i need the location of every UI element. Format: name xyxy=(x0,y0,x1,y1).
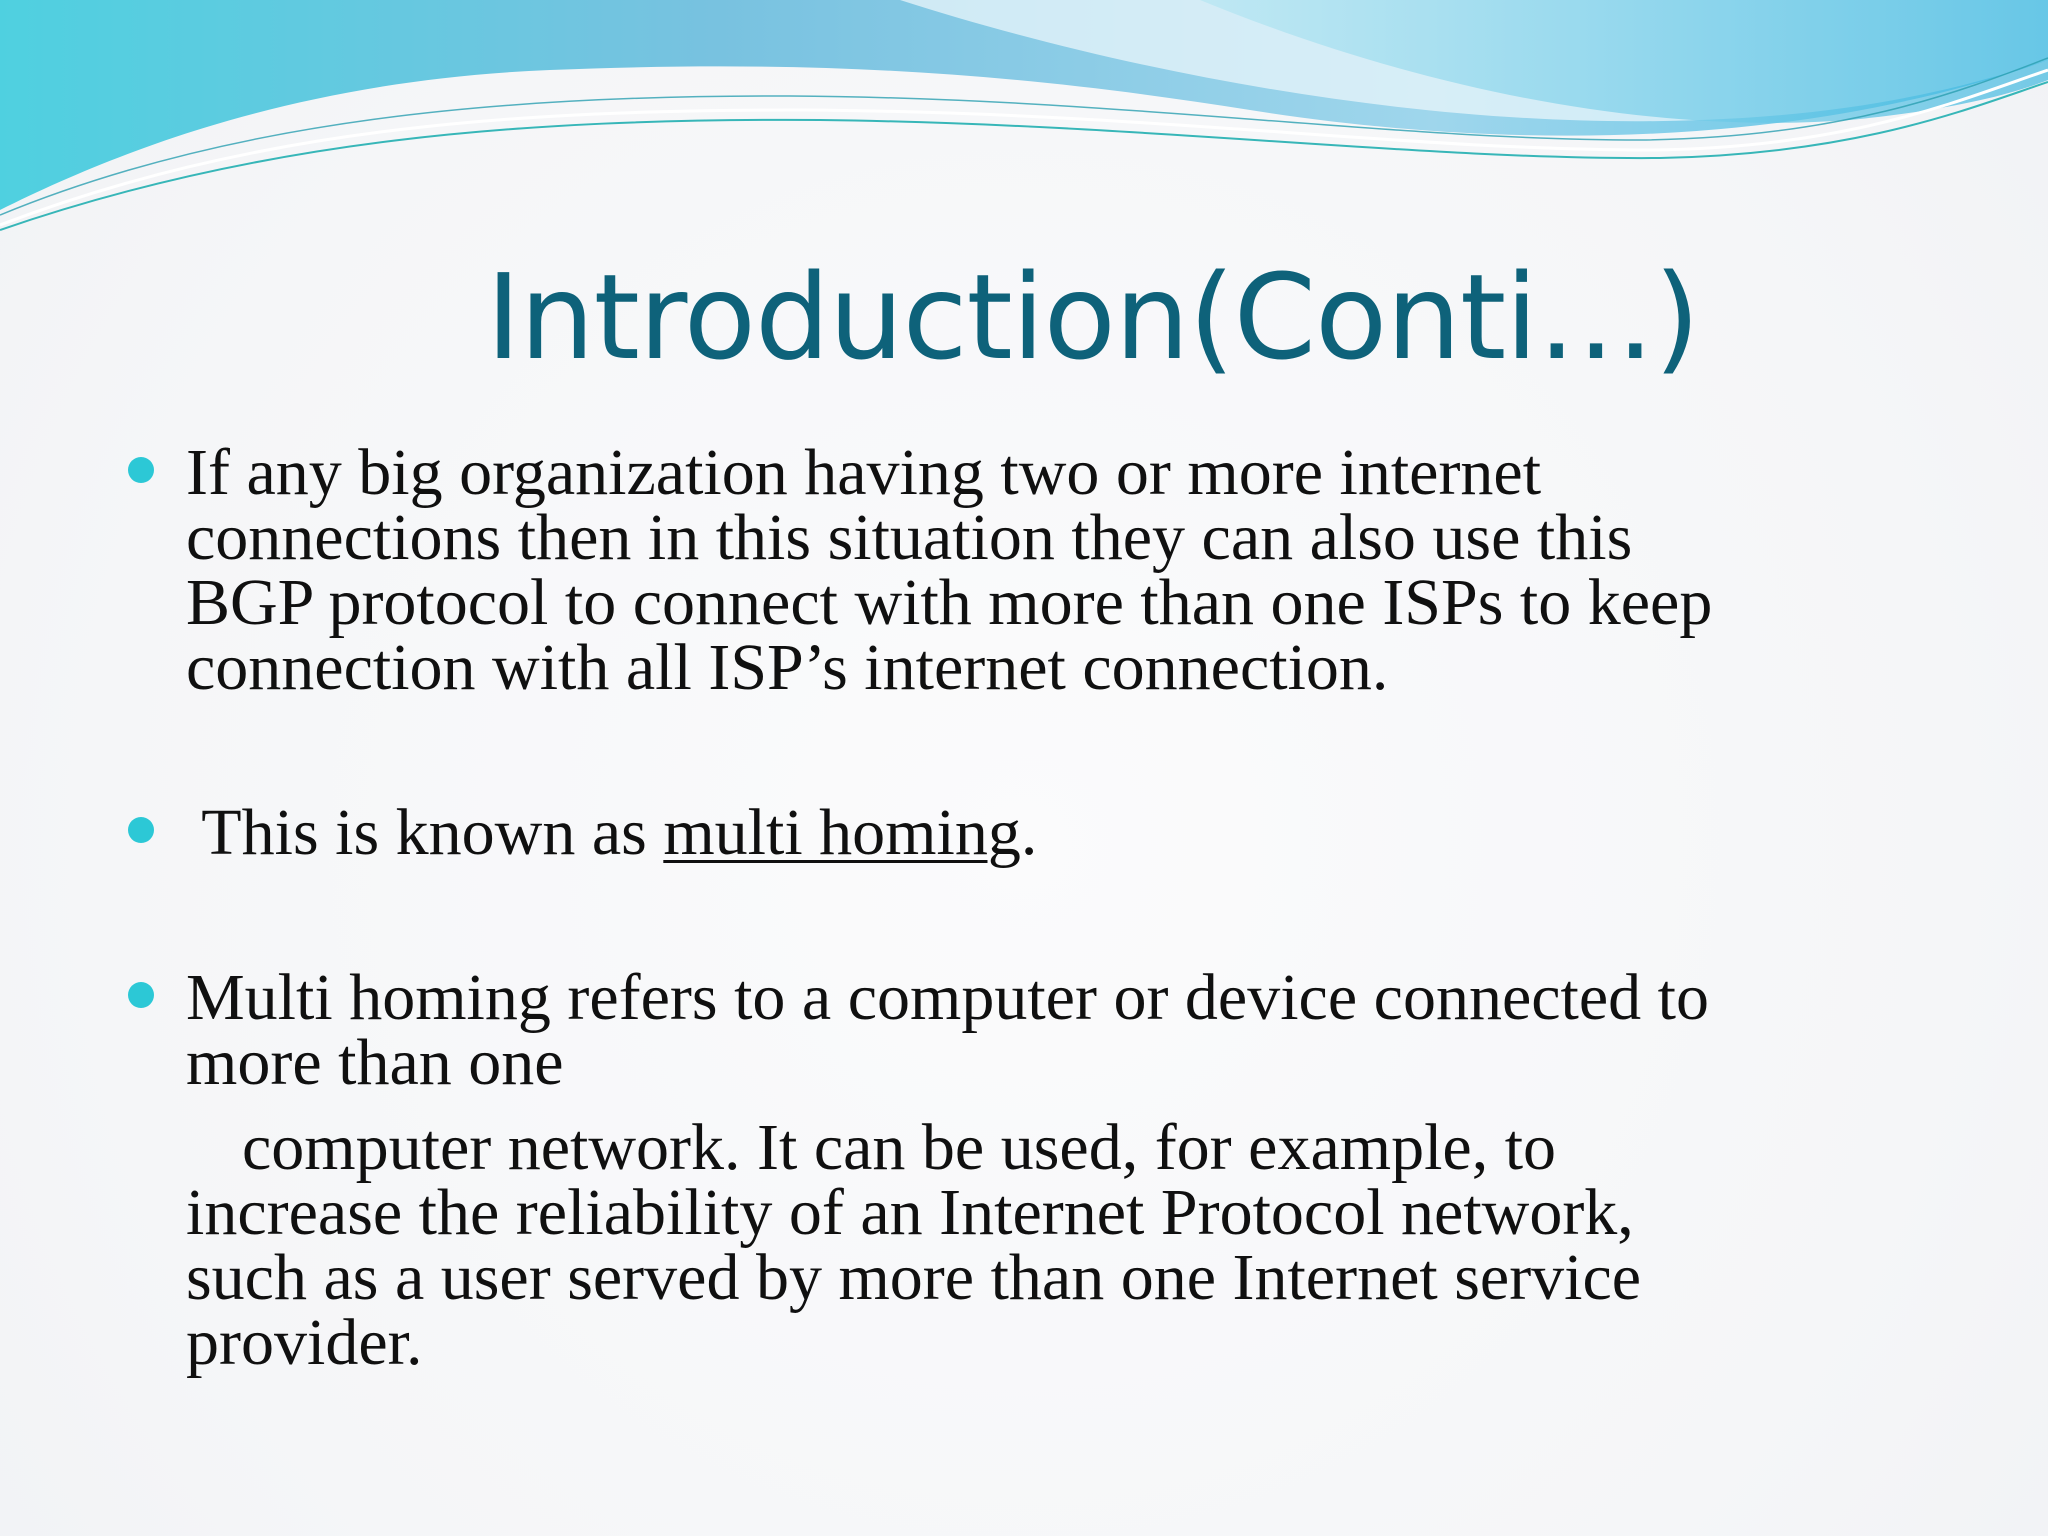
bullet-1-line-4: connection with all ISP’s internet connection. xyxy=(186,631,1389,704)
bullet-3-line-2: more than one xyxy=(186,1026,564,1099)
multi-homing-term: multi homing xyxy=(663,796,1021,869)
bullet-dot-icon xyxy=(128,982,154,1008)
bullet-dot-icon xyxy=(128,817,154,843)
bullet-1-line-2: connections then in this situation they can also use this xyxy=(186,501,1633,574)
bullet-3-continuation-1: increase the reliability of an Internet Protocol network, xyxy=(186,1176,1634,1249)
bullet-2-line xyxy=(186,796,1906,869)
bullet-3-continuation-2: such as a user served by more than one Internet service xyxy=(186,1241,1642,1314)
bullet-item-2 xyxy=(186,796,1906,869)
bullet-3-continuation-first: computer network. It can be used, for example, to xyxy=(242,1111,1557,1184)
bullet-3-line-1: Multi homing refers to a computer or device connected to xyxy=(186,961,1709,1034)
bullet-2-period: . xyxy=(1020,796,1038,869)
bullet-dot-icon xyxy=(128,457,154,483)
bullet-2-text: This is known as xyxy=(186,796,664,869)
slide-title: Introduction(Conti…) xyxy=(486,248,1700,386)
bullet-item-3 xyxy=(186,961,1906,1379)
bullet-item-1 xyxy=(186,436,1906,704)
bullet-1-line-3: BGP protocol to connect with more than one ISPs to keep xyxy=(186,566,1713,639)
bullet-3-continuation-3: provider. xyxy=(186,1306,423,1379)
bullet-1-line-1: If any big organization having two or more internet xyxy=(186,436,1542,509)
